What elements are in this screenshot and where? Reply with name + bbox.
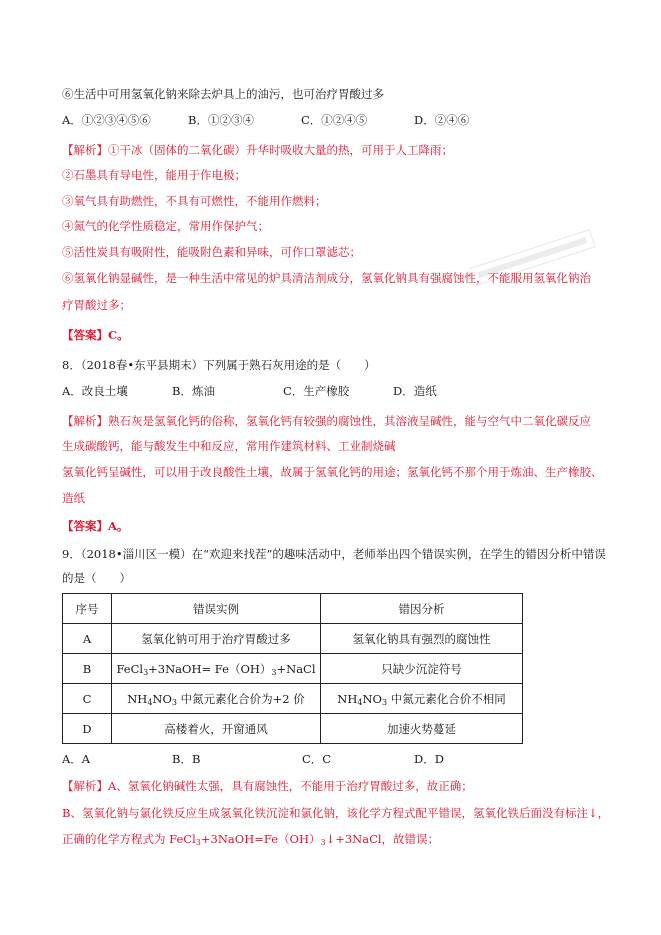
q7-analysis-line-4: ④氮气的化学性质稳定，常用作保护气； — [62, 219, 269, 233]
error-analysis-table — [62, 593, 523, 744]
row-id: A — [63, 624, 112, 654]
header-example: 错误实例 — [112, 594, 321, 624]
table-row — [63, 684, 523, 714]
q7-option-c: C．①②④⑤ — [301, 113, 368, 127]
q7-analysis-line-2: ②石墨具有导电性，能用于作电极； — [62, 168, 246, 182]
q7-analysis-line-1: 【解析】①干冰（固体的二氧化碳）升华时吸收大量的热，可用于人工降雨； — [62, 143, 453, 157]
row-id: D — [63, 714, 112, 744]
q9-option-c: C．C — [302, 752, 332, 766]
q7-option-b: B．①②③④ — [188, 113, 254, 127]
q9-option-b: B．B — [172, 752, 201, 766]
q9-option-d: D．D — [414, 752, 444, 766]
q8-option-a: A．改良土壤 — [62, 384, 128, 398]
header-number: 序号 — [63, 594, 112, 624]
q9-analysis-line-3: 正确的化学方程式为 $FeCl_3+3NaOH=Fe(OH)_3↓+3NaCl$，故错误； — [62, 832, 440, 847]
q8-option-d: D．造纸 — [393, 384, 437, 398]
row-example: FeCl$_3$+3NaOH= $Fe(OH)_3+NaCl$ — [112, 654, 321, 684]
q8-answer: 【答案】A。 — [62, 519, 129, 533]
table-row — [63, 624, 523, 654]
q7-analysis-line-7: 疗胃酸过多； — [62, 298, 131, 312]
q8-analysis-line-1: 【解析】熟石灰是氢氧化钙的俗称，氢氧化钙有较强的腐蚀性，其溶液呈碱性，能与空气中二氧化碳反应 — [62, 414, 591, 428]
q8-analysis-line-4: 造纸 — [62, 491, 85, 505]
row-example: 高楼着火，开窗通风 — [112, 714, 321, 744]
q8-analysis-line-3: 氢氧化钙呈碱性，可以用于改良酸性土壤，故属于氢氧化钙的用途；氢氧化钙不那个用于炼油、生产橡胶、 — [62, 465, 603, 479]
header-analysis: 错因分析 — [321, 594, 523, 624]
q9-stem-line-1: 9．（2018•淄川区一模）在“欢迎来找茬”的趣味活动中，老师举出四个错误实例，在学生的错因分析中错误 — [62, 547, 606, 561]
q7-option-a: A．①②③④⑤⑥ — [62, 113, 151, 127]
row-analysis: $NH_4NO_3$ 中氮元素化合价不相同 — [321, 684, 523, 714]
table-row — [63, 714, 523, 744]
watermark-logo — [468, 223, 603, 297]
q7-analysis-line-6: ⑥氢氧化钠显碱性，是一种生活中常见的炉具清洁剂成分，氢氧化钠具有强腐蚀性，不能服用氢氧化钠治 — [62, 271, 591, 285]
q8-option-b: B．炼油 — [172, 384, 215, 398]
row-example: 氢氧化钠可用于治疗胃酸过多 — [112, 624, 321, 654]
q7-answer: 【答案】C。 — [62, 328, 129, 342]
q9-analysis-line-2: B、氢氧化钠与氯化铁反应生成氢氧化铁沉淀和氯化钠，该化学方程式配平错误，氢氧化铁后面没有标注↓， — [62, 806, 610, 820]
q7-analysis-line-3: ③氧气具有助燃性，不具有可燃性，不能用作燃料； — [62, 194, 327, 208]
table-row — [63, 654, 523, 684]
q8-option-c: C．生产橡胶 — [283, 384, 350, 398]
q7-option-d: D．②④⑥ — [414, 113, 470, 127]
q8-stem: 8．（2018春•东平县期末）下列属于熟石灰用途的是（ ） — [62, 358, 376, 372]
item-6-text: ⑥生活中可用氢氧化钠来除去炉具上的油污，也可治疗胃酸过多 — [62, 87, 384, 101]
q8-analysis-line-2: 生成碳酸钙，能与酸发生中和反应，常用作建筑材料、工业制烧碱 — [62, 439, 396, 453]
q7-analysis-line-5: ⑤活性炭具有吸附性，能吸附色素和异味，可作口罩滤芯； — [62, 245, 361, 259]
table-header-row — [63, 594, 523, 624]
row-analysis: 加速火势蔓延 — [321, 714, 523, 744]
row-analysis: 只缺少沉淀符号 — [321, 654, 523, 684]
q9-stem-line-2: 的是（ ） — [62, 571, 131, 585]
row-example: $NH_4NO_3$ 中氮元素化合价为+2 价 — [112, 684, 321, 714]
q9-analysis-line-1: 【解析】A、氢氧化钠碱性太强，具有腐蚀性，不能用于治疗胃酸过多，故正确； — [62, 779, 473, 793]
q9-option-a: A．A — [62, 752, 91, 766]
row-id: B — [63, 654, 112, 684]
row-id: C — [63, 684, 112, 714]
row-analysis: 氢氧化钠具有强烈的腐蚀性 — [321, 624, 523, 654]
